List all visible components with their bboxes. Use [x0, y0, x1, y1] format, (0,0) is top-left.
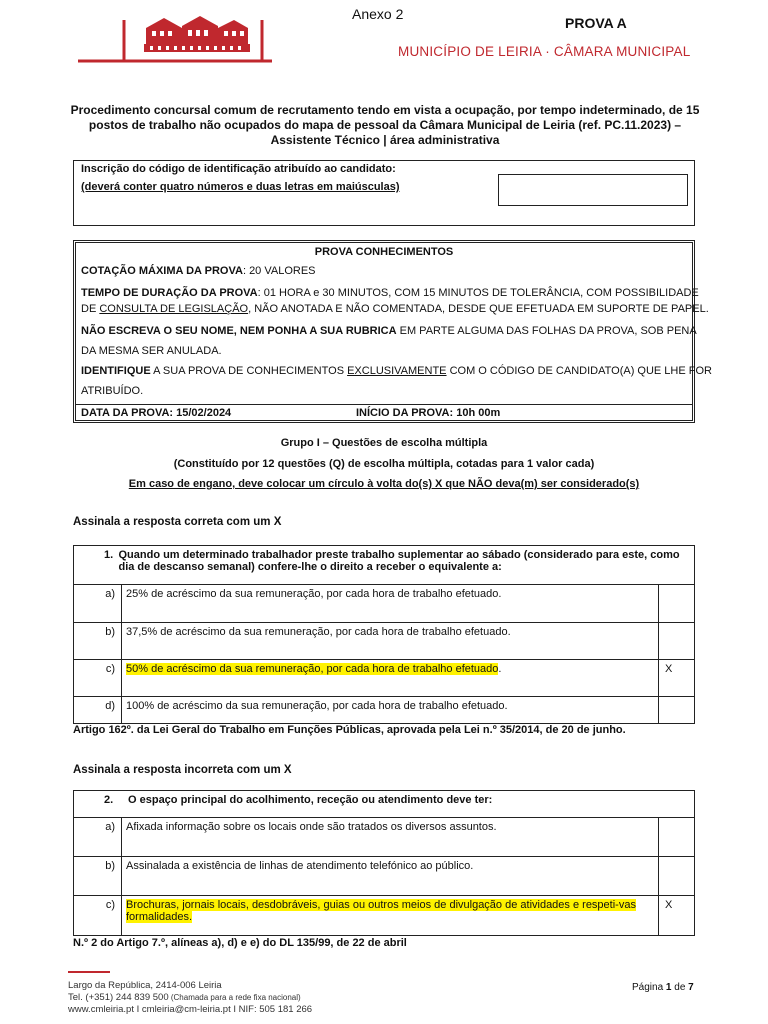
- municipality-logo: [76, 14, 272, 64]
- option-letter: d): [74, 697, 122, 724]
- duration-value: : 01 HORA e 30 MINUTOS, COM 15 MINUTOS DE TOLERÂNCIA, COM POSSIBILIDADE: [257, 287, 699, 299]
- option-text: 25% de acréscimo da sua remuneração, por cada hora de trabalho efetuado.: [122, 585, 659, 623]
- exam-date: DATA DA PROVA: 15/02/2024: [81, 407, 232, 419]
- question-number: 1.: [104, 549, 114, 561]
- footer-phone-note: (Chamada para a rede fixa nacional): [168, 993, 301, 1002]
- candidate-code-field[interactable]: [498, 174, 688, 206]
- answer-box[interactable]: [659, 623, 695, 660]
- highlighted-answer: 50% de acréscimo da sua remuneração, por cada hora de trabalho efetuado: [126, 663, 499, 675]
- identify-exclusive: EXCLUSIVAMENTE: [347, 365, 447, 377]
- question-text: Quando um determinado trabalhador preste trabalho suplementar ao sábado (considerado para este, como dia de descanso semanal) confere-lhe o direito a receber o equivalente a:: [118, 549, 680, 573]
- identify-text-b: COM O CÓDIGO DE CANDIDATO(A) QUE LHE FOR: [446, 365, 712, 377]
- q2-option-c: [74, 896, 695, 936]
- candidate-code-box: [73, 160, 695, 226]
- duration-line-2: [81, 303, 709, 315]
- page-label: Página: [632, 982, 666, 993]
- page-current: 1: [665, 982, 672, 993]
- no-name-line: [81, 325, 697, 337]
- option-letter: c): [74, 896, 122, 936]
- question-1-table: [73, 545, 695, 724]
- identify-line: [81, 365, 712, 377]
- duration-label: TEMPO DE DURAÇÃO DA PROVA: [81, 287, 258, 299]
- exam-version: PROVA A: [565, 15, 627, 31]
- q2-option-a: [74, 818, 695, 857]
- question-number: 2.: [104, 794, 114, 806]
- option-text: [122, 896, 659, 936]
- exam-info-heading: PROVA CONHECIMENTOS: [314, 246, 454, 258]
- option-letter: c): [74, 660, 122, 697]
- legislation-consult: CONSULTA DE LEGISLAÇÃO: [99, 303, 249, 315]
- option-letter: b): [74, 857, 122, 896]
- candidate-code-label: Inscrição do código de identificação atribuído ao candidato:: [81, 163, 396, 175]
- option-letter: a): [74, 818, 122, 857]
- answer-box[interactable]: [659, 585, 695, 623]
- footer-accent-line: [68, 971, 110, 973]
- question-2-header: [74, 791, 695, 818]
- option-text: 100% de acréscimo da sua remuneração, por cada hora de trabalho efetuado.: [122, 697, 659, 724]
- answer-box[interactable]: [659, 857, 695, 896]
- duration-text-a: DE: [81, 303, 100, 315]
- answer-box[interactable]: X: [659, 660, 695, 697]
- answer-box[interactable]: [659, 818, 695, 857]
- document-title: Procedimento concursal comum de recrutamento tendo em vista a ocupação, por tempo indeterminado, de 15 postos de trabalho não ocupados do mapa de pessoal da Câmara Municipal de Leiria (ref. PC.11.2023) – Assistente Técnico | área administrativa: [70, 103, 700, 147]
- footer-address: Largo da República, 2414-006 Leiria: [68, 980, 222, 991]
- no-name-warning: NÃO ESCREVA O SEU NOME, NEM PONHA A SUA RUBRICA: [81, 325, 397, 337]
- footer-phone-line: [68, 992, 301, 1003]
- duration-text-b: , NÃO ANOTADA E NÃO COMENTADA, DESDE QUE EFETUADA EM SUPORTE DE PAPEL.: [248, 303, 709, 315]
- candidate-code-hint: (deverá conter quatro números e duas letras em maiúsculas): [81, 181, 400, 193]
- option-text: 37,5% de acréscimo da sua remuneração, por cada hora de trabalho efetuado.: [122, 623, 659, 660]
- identify-line-2: ATRIBUÍDO.: [81, 385, 144, 397]
- option-text: [122, 660, 659, 697]
- page-number: [632, 982, 694, 993]
- q2-source: N.º 2 do Artigo 7.º, alíneas a), d) e e) do DL 135/99, de 22 de abril: [73, 937, 407, 949]
- answer-box[interactable]: [659, 697, 695, 724]
- q2-instruction: Assinala a resposta incorreta com um X: [73, 764, 292, 776]
- max-score-label: COTAÇÃO MÁXIMA DA PROVA: [81, 265, 243, 277]
- info-divider: [76, 404, 692, 405]
- footer-web: www.cmleiria.pt I cmleiria@cm-leiria.pt I NIF: 505 181 266: [68, 1004, 313, 1015]
- footer-phone: Tel. (+351) 244 839 500: [68, 992, 169, 1003]
- q1-option-c: [74, 660, 695, 697]
- group-correction-note: Em caso de engano, deve colocar um círculo à volta do(s) X que NÃO deva(m) ser considerado(s): [128, 478, 640, 490]
- group-subtitle: (Constituído por 12 questões (Q) de escolha múltipla, cotadas para 1 valor cada): [173, 458, 595, 470]
- q1-option-d: [74, 697, 695, 724]
- q1-option-b: [74, 623, 695, 660]
- option-text: Afixada informação sobre os locais onde são tratados os diversos assuntos.: [122, 818, 659, 857]
- q2-option-b: [74, 857, 695, 896]
- exam-info-box: [73, 240, 712, 423]
- option-letter: b): [74, 623, 122, 660]
- question-2-table: [73, 790, 695, 936]
- q1-instruction: Assinala a resposta correta com um X: [73, 516, 282, 528]
- identify-label: IDENTIFIQUE: [81, 365, 151, 377]
- exam-start-time: INÍCIO DA PROVA: 10h 00m: [356, 407, 501, 419]
- q1-source: Artigo 162º. da Lei Geral do Trabalho em Funções Públicas, aprovada pela Lei n.º 35/2014, de 20 de junho.: [73, 724, 626, 736]
- no-name-rest: EM PARTE ALGUMA DAS FOLHAS DA PROVA, SOB PENA: [396, 325, 697, 337]
- option-text-tail: .: [498, 663, 502, 675]
- q1-option-a: [74, 585, 695, 623]
- duration-line: [81, 287, 699, 299]
- no-name-line-2: DA MESMA SER ANULADA.: [81, 345, 222, 357]
- answer-box[interactable]: X: [659, 896, 695, 936]
- max-score-line: [81, 265, 316, 277]
- max-score-value: : 20 VALORES: [242, 265, 316, 277]
- question-text: O espaço principal do acolhimento, receção ou atendimento deve ter:: [128, 794, 493, 806]
- group-title: Grupo I – Questões de escolha múltipla: [280, 437, 488, 449]
- question-1-header: [74, 546, 695, 585]
- page-of: de: [671, 982, 689, 993]
- municipality-name: MUNICÍPIO DE LEIRIA · CÂMARA MUNICIPAL: [398, 44, 691, 59]
- page-total: 7: [688, 982, 694, 993]
- option-text: Assinalada a existência de linhas de atendimento telefónico ao público.: [122, 857, 659, 896]
- highlighted-answer: Brochuras, jornais locais, desdobráveis, guias ou outros meios de divulgação de atividades e respeti-vas formalidades.: [126, 899, 636, 923]
- annex-label: Anexo 2: [352, 6, 404, 22]
- option-letter: a): [74, 585, 122, 623]
- identify-text-a: A SUA PROVA DE CONHECIMENTOS: [150, 365, 348, 377]
